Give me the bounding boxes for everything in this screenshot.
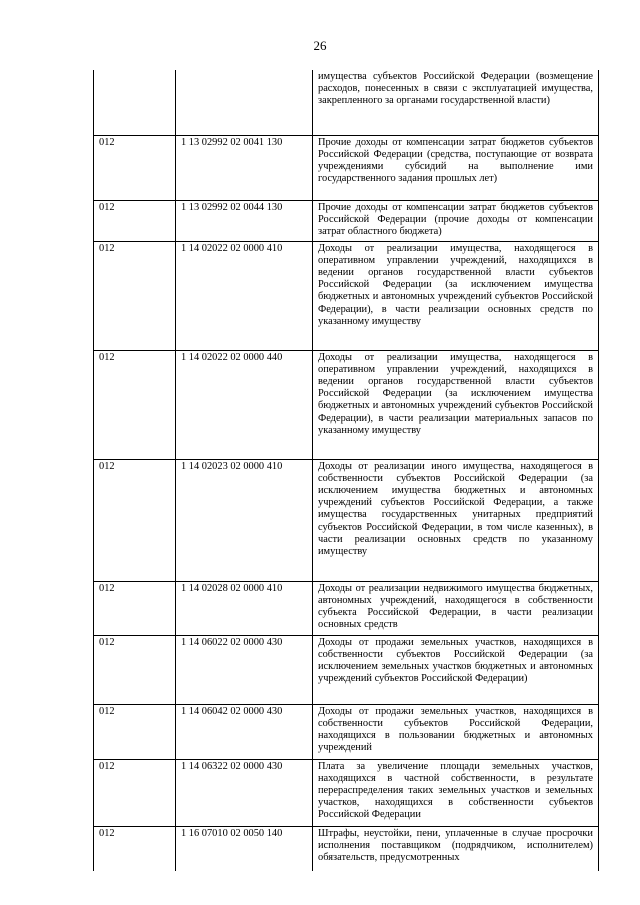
income-description-cell: Прочие доходы от компенсации затрат бюджетов субъектов Российской Федерации (прочие доходы от компенсации затрат областного бюджета) <box>313 200 599 241</box>
admin-code-cell: 012 <box>94 759 176 826</box>
admin-code-cell: 012 <box>94 826 176 871</box>
income-code-cell: 1 14 06322 02 0000 430 <box>176 759 313 826</box>
income-code-cell: 1 14 06042 02 0000 430 <box>176 704 313 759</box>
table-row <box>94 581 599 635</box>
admin-code-cell: 012 <box>94 459 176 581</box>
income-description-cell: Плата за увеличение площади земельных участков, находящихся в частной собственности, в результате перераспределения таких земельных участков и земельных участков, находящихся в собственности субъектов Российской Федерации <box>313 759 599 826</box>
admin-code-cell: 012 <box>94 704 176 759</box>
income-code-cell: 1 14 02028 02 0000 410 <box>176 581 313 635</box>
income-code-cell <box>176 70 313 135</box>
admin-code-cell: 012 <box>94 635 176 704</box>
table-row <box>94 759 599 826</box>
table-row <box>94 70 599 135</box>
income-code-cell: 1 14 02022 02 0000 410 <box>176 241 313 350</box>
income-code-cell: 1 14 02023 02 0000 410 <box>176 459 313 581</box>
income-description-cell: Доходы от реализации имущества, находящегося в оперативном управлении учреждений, находящихся в ведении органов государственной власти субъектов Российской Федерации (за исключением имущества бюджетных и автономных учреждений субъектов Российской Федерации), в части реализации материальных запасов по указанному имуществу <box>313 350 599 459</box>
table-row <box>94 135 599 200</box>
income-description-cell: Доходы от продажи земельных участков, находящихся в собственности субъектов Российской Федерации, находящихся в пользовании бюджетных и автономных учреждений <box>313 704 599 759</box>
table-row <box>94 826 599 871</box>
income-code-cell: 1 14 06022 02 0000 430 <box>176 635 313 704</box>
income-code-cell: 1 14 02022 02 0000 440 <box>176 350 313 459</box>
income-code-cell: 1 13 02992 02 0044 130 <box>176 200 313 241</box>
page-number: 26 <box>313 38 327 53</box>
admin-code-cell: 012 <box>94 581 176 635</box>
table-row <box>94 350 599 459</box>
income-description-cell: Доходы от реализации иного имущества, находящегося в собственности субъектов Российской Федерации (за исключением имущества бюджетных и автономных учреждений субъектов Российской Федерации, а также имущества государственных унитарных предприятий субъектов Российской Федерации, в том числе казенных), в части реализации основных средств по указанному имуществу <box>313 459 599 581</box>
income-description-cell: имущества субъектов Российской Федерации (возмещение расходов, понесенных в связи с эксплуатацией имущества, закрепленного за органами государственной власти) <box>313 70 599 135</box>
table-row <box>94 241 599 350</box>
table-row <box>94 200 599 241</box>
income-description-cell: Прочие доходы от компенсации затрат бюджетов субъектов Российской Федерации (средства, поступающие от возврата учреждениями субсидий на выполнение ими государственного задания прошлых лет) <box>313 135 599 200</box>
admin-code-cell <box>94 70 176 135</box>
admin-code-cell: 012 <box>94 135 176 200</box>
admin-code-cell: 012 <box>94 350 176 459</box>
income-code-cell: 1 13 02992 02 0041 130 <box>176 135 313 200</box>
admin-code-cell: 012 <box>94 200 176 241</box>
table-row <box>94 635 599 704</box>
income-description-cell: Доходы от реализации недвижимого имущества бюджетных, автономных учреждений, находящегося в собственности субъекта Российской Федерации, в части реализации основных средств <box>313 581 599 635</box>
income-code-cell: 1 16 07010 02 0050 140 <box>176 826 313 871</box>
income-codes-table <box>93 70 599 871</box>
admin-code-cell: 012 <box>94 241 176 350</box>
table-row <box>94 459 599 581</box>
income-description-cell: Доходы от реализации имущества, находящегося в оперативном управлении учреждений, находящихся в ведении органов государственной власти субъектов Российской Федерации (за исключением имущества бюджетных и автономных учреждений субъектов Российской Федерации), в части реализации основных средств по указанному имуществу <box>313 241 599 350</box>
income-description-cell: Доходы от продажи земельных участков, находящихся в собственности субъектов Российской Федерации (за исключением земельных участков бюджетных и автономных учреждений субъектов Российской Федерации) <box>313 635 599 704</box>
table-row <box>94 704 599 759</box>
income-description-cell: Штрафы, неустойки, пени, уплаченные в случае просрочки исполнения поставщиком (подрядчиком, исполнителем) обязательств, предусмотренных <box>313 826 599 871</box>
